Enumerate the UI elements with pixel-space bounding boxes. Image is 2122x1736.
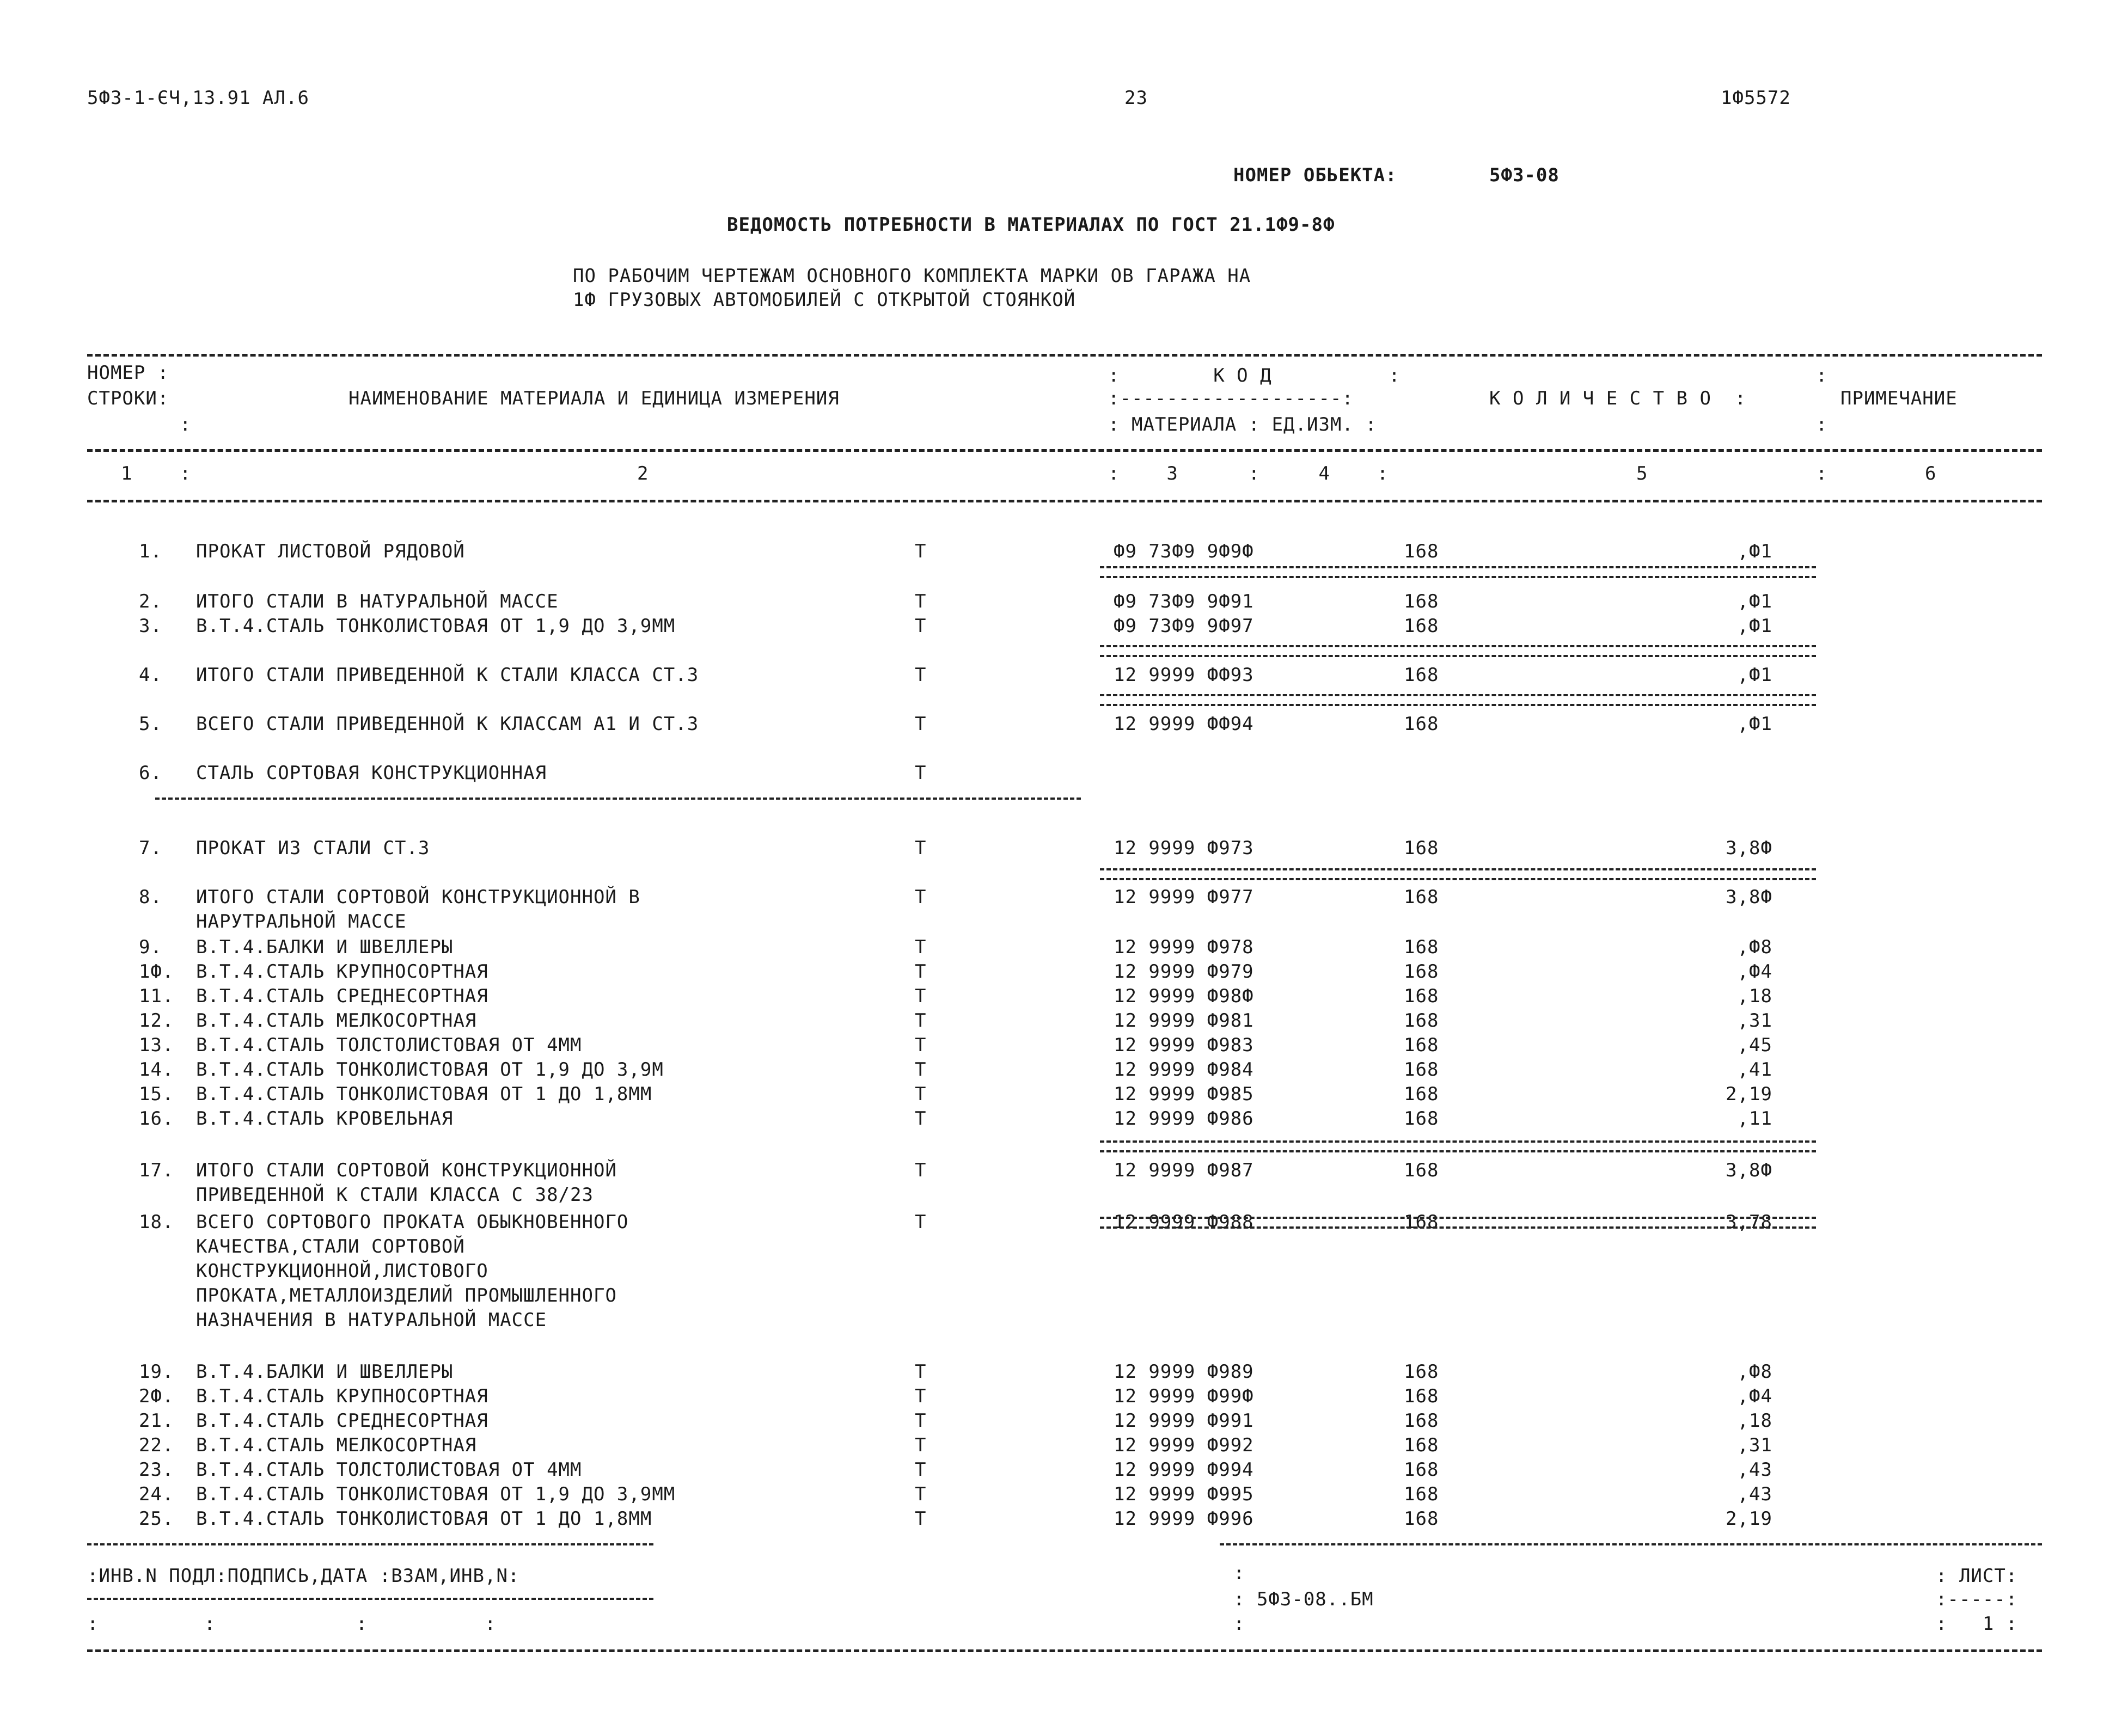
row-number: 8. <box>139 886 162 908</box>
row-quantity: ,11 <box>1737 1108 1772 1130</box>
row-unit: Т <box>915 591 927 612</box>
row-material-code: 12 9999 Ф987 <box>1114 1160 1254 1181</box>
row-name: НАЗНАЧЕНИЯ В НАТУРАЛЬНОЙ МАССЕ <box>196 1309 547 1331</box>
row-quantity: ,45 <box>1737 1034 1772 1056</box>
row-name: В.Т.4.БАЛКИ И ШВЕЛЛЕРЫ <box>196 1361 454 1383</box>
row-unit: Т <box>915 1059 927 1081</box>
row-number: 12. <box>139 1010 174 1032</box>
row-unit: Т <box>915 615 927 637</box>
row-unit: Т <box>915 1160 927 1181</box>
stamp-colon-a: : <box>1233 1562 1245 1584</box>
row-quantity: ,18 <box>1737 985 1772 1007</box>
row-number: 25. <box>139 1508 174 1530</box>
row-unit-code: 168 <box>1404 591 1439 612</box>
row-unit-code: 168 <box>1404 1410 1439 1432</box>
page-number: 23 <box>1124 87 1148 109</box>
row-number: 21. <box>139 1410 174 1432</box>
row-name: ИТОГО СТАЛИ СОРТОВОЙ КОНСТРУКЦИОННОЙ <box>196 1160 617 1181</box>
row-unit-code: 168 <box>1404 541 1439 562</box>
footer-rule-left <box>87 1543 653 1545</box>
row-unit-code: 168 <box>1404 961 1439 983</box>
row-material-code: Ф9 73Ф9 9Ф97 <box>1114 615 1254 637</box>
row-unit: Т <box>915 1211 927 1233</box>
row-unit: Т <box>915 936 927 958</box>
row-unit: Т <box>915 886 927 908</box>
header-name: НАИМЕНОВАНИЕ МАТЕРИАЛА И ЕДИНИЦА ИЗМЕРЕНИЯ <box>348 388 840 409</box>
row-unit-code: 168 <box>1404 1059 1439 1081</box>
row-unit-code: 168 <box>1404 1108 1439 1130</box>
row-unit: Т <box>915 664 927 686</box>
row-material-code: 12 9999 Ф992 <box>1114 1434 1254 1456</box>
row-name: В.Т.4.БАЛКИ И ШВЕЛЛЕРЫ <box>196 936 454 958</box>
row-quantity: 3,8Ф <box>1726 1160 1772 1181</box>
row-unit-code: 168 <box>1404 615 1439 637</box>
row-name: В.Т.4.СТАЛЬ ТОНКОЛИСТОВАЯ ОТ 1 ДО 1,8ММ <box>196 1508 652 1530</box>
row-quantity: ,31 <box>1737 1434 1772 1456</box>
row-number: 5. <box>139 713 162 735</box>
row-unit: Т <box>915 1483 927 1505</box>
header-code-top: : К О Д : <box>1108 365 1401 387</box>
row-quantity: ,31 <box>1737 1010 1772 1032</box>
stamp-mid-rule <box>87 1598 653 1600</box>
row-quantity: ,Ф1 <box>1737 664 1772 686</box>
row-name: В.Т.4.СТАЛЬ СРЕДНЕСОРТНАЯ <box>196 1410 488 1432</box>
row-unit-code: 168 <box>1404 1211 1439 1233</box>
row-unit-code: 168 <box>1404 886 1439 908</box>
row-unit-code: 168 <box>1404 1459 1439 1481</box>
row-name: СТАЛЬ СОРТОВАЯ КОНСТРУКЦИОННАЯ <box>196 762 547 784</box>
row-unit-code: 168 <box>1404 1034 1439 1056</box>
row-name: ПРОКАТА,МЕТАЛЛОИЗДЕЛИЙ ПРОМЫШЛЕННОГО <box>196 1285 617 1306</box>
row-material-code: 12 9999 Ф984 <box>1114 1059 1254 1081</box>
row-number: 6. <box>139 762 162 784</box>
row-quantity: ,Ф1 <box>1737 615 1772 637</box>
sheet-code: : 5Ф3-08..БМ <box>1233 1588 1374 1610</box>
row-unit: Т <box>915 1434 927 1456</box>
row-unit: Т <box>915 1410 927 1432</box>
row-name: В.Т.4.СТАЛЬ ТОНКОЛИСТОВАЯ ОТ 1,9 ДО 3,9ММ <box>196 1483 676 1505</box>
row-number: 13. <box>139 1034 174 1056</box>
footer-rule-right <box>1220 1543 2042 1545</box>
row-name: В.Т.4.СТАЛЬ ТОНКОЛИСТОВАЯ ОТ 1 ДО 1,8ММ <box>196 1083 652 1105</box>
row-unit: Т <box>915 1034 927 1056</box>
row-unit-code: 168 <box>1404 985 1439 1007</box>
row-quantity: ,41 <box>1737 1059 1772 1081</box>
double-rule <box>1100 1140 1816 1152</box>
row-number: 3. <box>139 615 162 637</box>
row-quantity: ,Ф4 <box>1737 961 1772 983</box>
row-quantity: 2,19 <box>1726 1508 1772 1530</box>
double-rule <box>1100 645 1816 657</box>
row-quantity: ,43 <box>1737 1459 1772 1481</box>
row-material-code: 12 9999 Ф986 <box>1114 1108 1254 1130</box>
row-number: 2. <box>139 591 162 612</box>
header-note-bottom: : <box>1816 414 1828 435</box>
row-material-code: 12 9999 Ф978 <box>1114 936 1254 958</box>
page-title: ВЕДОМОСТЬ ПОТРЕБНОСТИ В МАТЕРИАЛАХ ПО ГОСТ 21.1Ф9-8Ф <box>727 214 1335 236</box>
row-unit: Т <box>915 1459 927 1481</box>
object-value: 5Ф3-08 <box>1489 164 1560 186</box>
row-unit-code: 168 <box>1404 837 1439 859</box>
row-name: ИТОГО СТАЛИ ПРИВЕДЕННОЙ К СТАЛИ КЛАССА СТ.3 <box>196 664 699 686</box>
row-number: 11. <box>139 985 174 1007</box>
row-number: 19. <box>139 1361 174 1383</box>
col-number-5: 5 <box>1636 463 1648 484</box>
col-sep-1: : <box>180 463 192 484</box>
header-mid-rule <box>87 449 2042 452</box>
row-quantity: ,43 <box>1737 1483 1772 1505</box>
row-unit-code: 168 <box>1404 936 1439 958</box>
row-name: В.Т.4.СТАЛЬ ТОЛСТОЛИСТОВАЯ ОТ 4ММ <box>196 1034 582 1056</box>
col-number-2: 2 <box>637 463 649 484</box>
row-name: КАЧЕСТВА,СТАЛИ СОРТОВОЙ <box>196 1236 465 1257</box>
row-name: В.Т.4.СТАЛЬ КРОВЕЛЬНАЯ <box>196 1108 454 1130</box>
row-number: 1Ф. <box>139 961 174 983</box>
sheet-value: : 1 : <box>1936 1613 2018 1635</box>
stamp-labels: :ИНВ.N ПОДЛ:ПОДПИСЬ,ДАТА :ВЗАМ,ИНВ,N: <box>87 1565 520 1587</box>
header-code-bottom: : МАТЕРИАЛА : ЕД.ИЗМ. : <box>1108 414 1377 435</box>
row-unit-code: 168 <box>1404 1083 1439 1105</box>
row-unit-code: 168 <box>1404 713 1439 735</box>
row-material-code: 12 9999 ФФ94 <box>1114 713 1254 735</box>
double-rule <box>1100 1217 1816 1229</box>
row-number: 4. <box>139 664 162 686</box>
row-unit-code: 168 <box>1404 1508 1439 1530</box>
row-name: НАРУТРАЛЬНОЙ МАССЕ <box>196 911 407 933</box>
row-material-code: 12 9999 Ф973 <box>1114 837 1254 859</box>
row-unit-code: 168 <box>1404 1160 1439 1181</box>
row-material-code: 12 9999 Ф985 <box>1114 1083 1254 1105</box>
footer-bottom-rule <box>87 1649 2042 1652</box>
document-code: 5Ф3-1-ЄЧ,13.91 АЛ.6 <box>87 87 309 109</box>
row-quantity: ,Ф1 <box>1737 713 1772 735</box>
header-bottom-rule <box>87 500 2042 502</box>
object-label: НОМЕР ОБЬЕКТА: <box>1233 164 1397 186</box>
row-number: 16. <box>139 1108 174 1130</box>
row-name: В.Т.4.СТАЛЬ КРУПНОСОРТНАЯ <box>196 1385 488 1407</box>
row-unit: Т <box>915 1083 927 1105</box>
col-sep-6: : <box>1816 463 1828 484</box>
row-material-code: 12 9999 Ф98Ф <box>1114 985 1254 1007</box>
row-material-code: 12 9999 Ф989 <box>1114 1361 1254 1383</box>
row-number: 2Ф. <box>139 1385 174 1407</box>
row-material-code: 12 9999 ФФ93 <box>1114 664 1254 686</box>
header-row-no-3: : <box>180 414 192 435</box>
subtitle-line-1: ПО РАБОЧИМ ЧЕРТЕЖАМ ОСНОВНОГО КОМПЛЕКТА МАРКИ ОВ ГАРАЖА НА <box>573 265 1251 287</box>
row-material-code: 12 9999 Ф991 <box>1114 1410 1254 1432</box>
row-number: 1. <box>139 541 162 562</box>
row-name: ПРОКАТ ЛИСТОВОЙ РЯДОВОЙ <box>196 541 465 562</box>
row-name: В.Т.4.СТАЛЬ СРЕДНЕСОРТНАЯ <box>196 985 488 1007</box>
header-row-no-1: НОМЕР : <box>87 362 169 384</box>
inventory-number: 1Ф5572 <box>1721 87 1791 109</box>
double-rule <box>1100 694 1816 706</box>
row-material-code: 12 9999 Ф995 <box>1114 1483 1254 1505</box>
row-name: ПРОКАТ ИЗ СТАЛИ СТ.3 <box>196 837 430 859</box>
row-number: 14. <box>139 1059 174 1081</box>
row-unit-code: 168 <box>1404 1010 1439 1032</box>
row-number: 23. <box>139 1459 174 1481</box>
row-unit: Т <box>915 837 927 859</box>
row-material-code: 12 9999 Ф981 <box>1114 1010 1254 1032</box>
row-number: 15. <box>139 1083 174 1105</box>
row-material-code: 12 9999 Ф977 <box>1114 886 1254 908</box>
row-quantity: ,18 <box>1737 1410 1772 1432</box>
row-quantity: 3,78 <box>1726 1211 1772 1233</box>
row-unit-code: 168 <box>1404 1385 1439 1407</box>
row-name: В.Т.4.СТАЛЬ ТОНКОЛИСТОВАЯ ОТ 1,9 ДО 3,9ММ <box>196 615 676 637</box>
row-material-code: 12 9999 Ф994 <box>1114 1459 1254 1481</box>
row-unit: Т <box>915 1385 927 1407</box>
row-number: 24. <box>139 1483 174 1505</box>
row-quantity: ,Ф1 <box>1737 591 1772 612</box>
row-unit-code: 168 <box>1404 664 1439 686</box>
row-name: В.Т.4.СТАЛЬ ТОЛСТОЛИСТОВАЯ ОТ 4ММ <box>196 1459 582 1481</box>
row-name: В.Т.4.СТАЛЬ МЕЛКОСОРТНАЯ <box>196 1010 477 1032</box>
row-name: В.Т.4.СТАЛЬ МЕЛКОСОРТНАЯ <box>196 1434 477 1456</box>
row-unit-code: 168 <box>1404 1361 1439 1383</box>
row-material-code: Ф9 73Ф9 9Ф91 <box>1114 591 1254 612</box>
sheet-label: : ЛИСТ: <box>1936 1565 2018 1587</box>
row-number: 22. <box>139 1434 174 1456</box>
row-quantity: ,Ф8 <box>1737 1361 1772 1383</box>
row-material-code: Ф9 73Ф9 9Ф9Ф <box>1114 541 1254 562</box>
row-quantity: ,Ф8 <box>1737 936 1772 958</box>
row-quantity: ,Ф4 <box>1737 1385 1772 1407</box>
row-unit: Т <box>915 713 927 735</box>
row-number: 9. <box>139 936 162 958</box>
row-name: ВСЕГО СТАЛИ ПРИВЕДЕННОЙ К КЛАССАМ А1 И СТ.3 <box>196 713 699 735</box>
row-name: ИТОГО СТАЛИ СОРТОВОЙ КОНСТРУКЦИОННОЙ В <box>196 886 640 908</box>
row-unit-code: 168 <box>1404 1434 1439 1456</box>
row-name: ВСЕГО СОРТОВОГО ПРОКАТА ОБЫКНОВЕННОГО <box>196 1211 629 1233</box>
row-name: В.Т.4.СТАЛЬ КРУПНОСОРТНАЯ <box>196 961 488 983</box>
double-rule <box>1100 566 1816 578</box>
row-number: 18. <box>139 1211 174 1233</box>
header-quantity: К О Л И Ч Е С Т В О : <box>1489 388 1747 409</box>
header-top-rule <box>87 354 2042 357</box>
row-unit: Т <box>915 1108 927 1130</box>
row-unit: Т <box>915 1361 927 1383</box>
row-quantity: 2,19 <box>1726 1083 1772 1105</box>
row-name: ИТОГО СТАЛИ В НАТУРАЛЬНОЙ МАССЕ <box>196 591 559 612</box>
header-code-mid: :-------------------: <box>1108 388 1354 409</box>
subtitle-line-2: 1Ф ГРУЗОВЫХ АВТОМОБИЛЕЙ С ОТКРЫТОЙ СТОЯНКОЙ <box>573 289 1076 311</box>
row-quantity: ,Ф1 <box>1737 541 1772 562</box>
row-material-code: 12 9999 Ф979 <box>1114 961 1254 983</box>
row-name: КОНСТРУКЦИОННОЙ,ЛИСТОВОГО <box>196 1260 488 1282</box>
row-unit-code: 168 <box>1404 1483 1439 1505</box>
row-unit: Т <box>915 961 927 983</box>
stamp-colon-b: : <box>1233 1613 1245 1635</box>
row-material-code: 12 9999 Ф983 <box>1114 1034 1254 1056</box>
row-quantity: 3,8Ф <box>1726 886 1772 908</box>
row-unit: Т <box>915 541 927 562</box>
row-number: 7. <box>139 837 162 859</box>
row-unit: Т <box>915 985 927 1007</box>
row-number: 17. <box>139 1160 174 1181</box>
col-number-3-4: : 3 : 4 : <box>1108 463 1389 484</box>
col-number-1: 1 <box>121 463 133 484</box>
row-material-code: 12 9999 Ф996 <box>1114 1508 1254 1530</box>
stamp-cells: : : : : <box>87 1613 497 1635</box>
col-number-6: 6 <box>1925 463 1937 484</box>
row-material-code: 12 9999 Ф99Ф <box>1114 1385 1254 1407</box>
row-unit: Т <box>915 1508 927 1530</box>
header-row-no-2: СТРОКИ: <box>87 388 169 409</box>
header-note-top: : <box>1816 365 1828 387</box>
row-name: В.Т.4.СТАЛЬ ТОНКОЛИСТОВАЯ ОТ 1,9 ДО 3,9М <box>196 1059 664 1081</box>
row-unit: Т <box>915 762 927 784</box>
double-rule <box>1100 868 1816 880</box>
row-name: ПРИВЕДЕННОЙ К СТАЛИ КЛАССА С 38/23 <box>196 1184 594 1206</box>
sheet-separator: :-----: <box>1936 1588 2018 1610</box>
header-note: ПРИМЕЧАНИЕ <box>1840 388 1958 409</box>
row-material-code: 12 9999 Ф988 <box>1114 1211 1254 1233</box>
section-rule <box>155 798 1081 800</box>
row-quantity: 3,8Ф <box>1726 837 1772 859</box>
row-unit: Т <box>915 1010 927 1032</box>
